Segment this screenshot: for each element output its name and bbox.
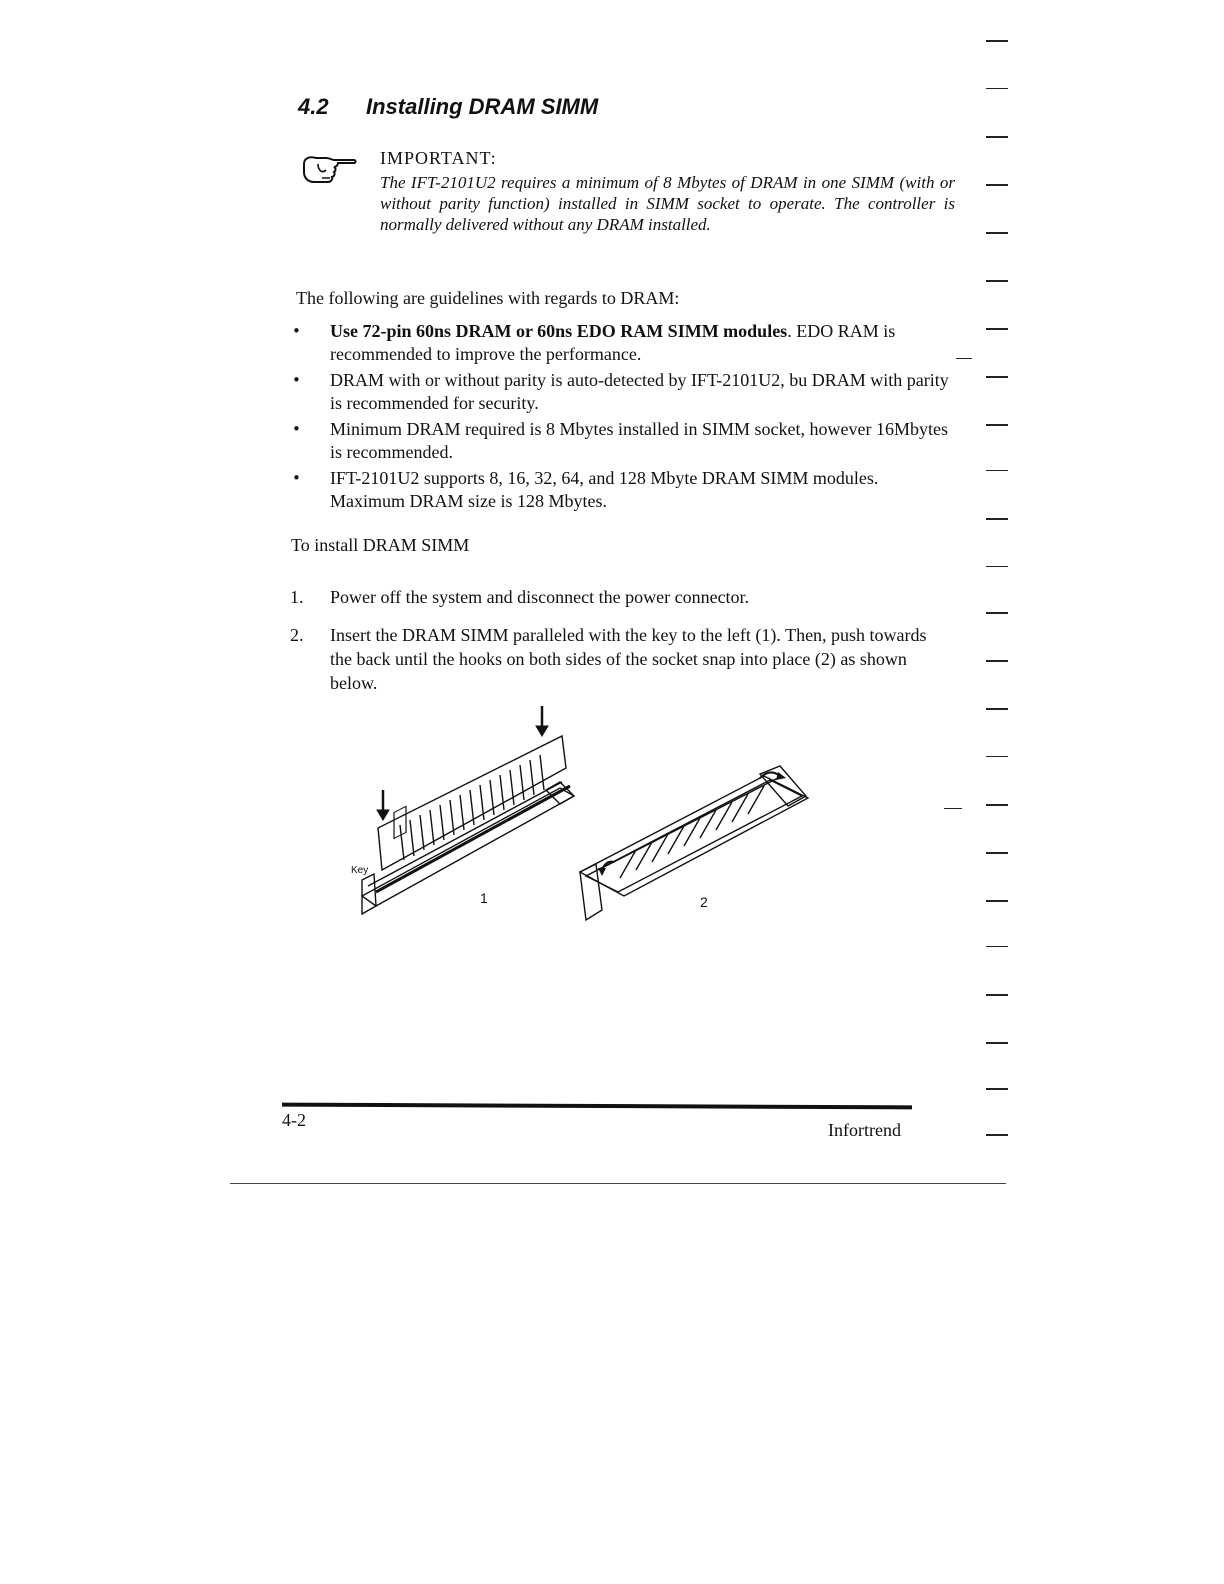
list-item [292,369,952,415]
step-number: 2. [290,625,304,645]
scan-edge-line [230,1183,1006,1184]
key-label: Key [351,865,369,876]
list-item [290,585,948,609]
section-title-text: Installing DRAM SIMM [366,94,599,119]
guideline-text: Minimum DRAM required is 8 Mbytes installed in SIMM socket, however 16Mbytes is recommended. [330,419,948,462]
simm-socket-1 [362,782,574,914]
list-item [290,623,948,695]
guidelines-list [292,320,952,516]
install-steps [290,585,948,709]
page-number: 4-2 [282,1110,306,1130]
figure-label-1: 1 [480,890,488,906]
install-intro: To install DRAM SIMM [291,535,470,555]
important-heading: IMPORTANT: [380,148,497,168]
figure-label-2: 2 [700,894,708,910]
hook-arrow-icon [598,868,606,876]
down-arrow-icon [377,790,389,820]
important-note: The IFT-2101U2 requires a minimum of 8 Mbytes of DRAM in one SIMM (with or without parity function) installed in SIMM socket to operate. The controller is normally delivered without any DRAM installed. [380,173,955,234]
footer-brand: Infortrend [828,1120,901,1140]
section-title [298,94,598,120]
list-item [292,320,952,366]
simm-socket-2 [580,766,808,920]
list-item [292,467,952,513]
step-number: 1. [290,587,304,607]
pointing-hand-icon [300,150,358,186]
guideline-text: DRAM with or without parity is auto-detected by IFT-2101U2, bu DRAM with parity is recommended for security. [330,370,949,413]
guideline-text: IFT-2101U2 supports 8, 16, 32, 64, and 128 Mbyte DRAM SIMM modules. Maximum DRAM size is 128 Mbytes. [330,468,879,511]
guideline-bold-text: Use 72-pin 60ns DRAM or 60ns EDO RAM SIMM modules [330,321,788,341]
section-number: 4.2 [298,94,329,119]
guidelines-intro: The following are guidelines with regards to DRAM: [296,288,680,308]
simm-installation-figure [340,700,820,930]
down-arrow-icon [536,706,548,736]
step-text: Power off the system and disconnect the power connector. [330,587,750,607]
step-text: Insert the DRAM SIMM paralleled with the key to the left (1). Then, push towards the back until the hooks on both sides of the socket snap into place (2) as shown below. [330,625,927,693]
list-item [292,418,952,464]
guideline-text: . EDO RAM is recommended to improve the performance. [330,321,896,364]
footer-rule [282,1103,912,1110]
